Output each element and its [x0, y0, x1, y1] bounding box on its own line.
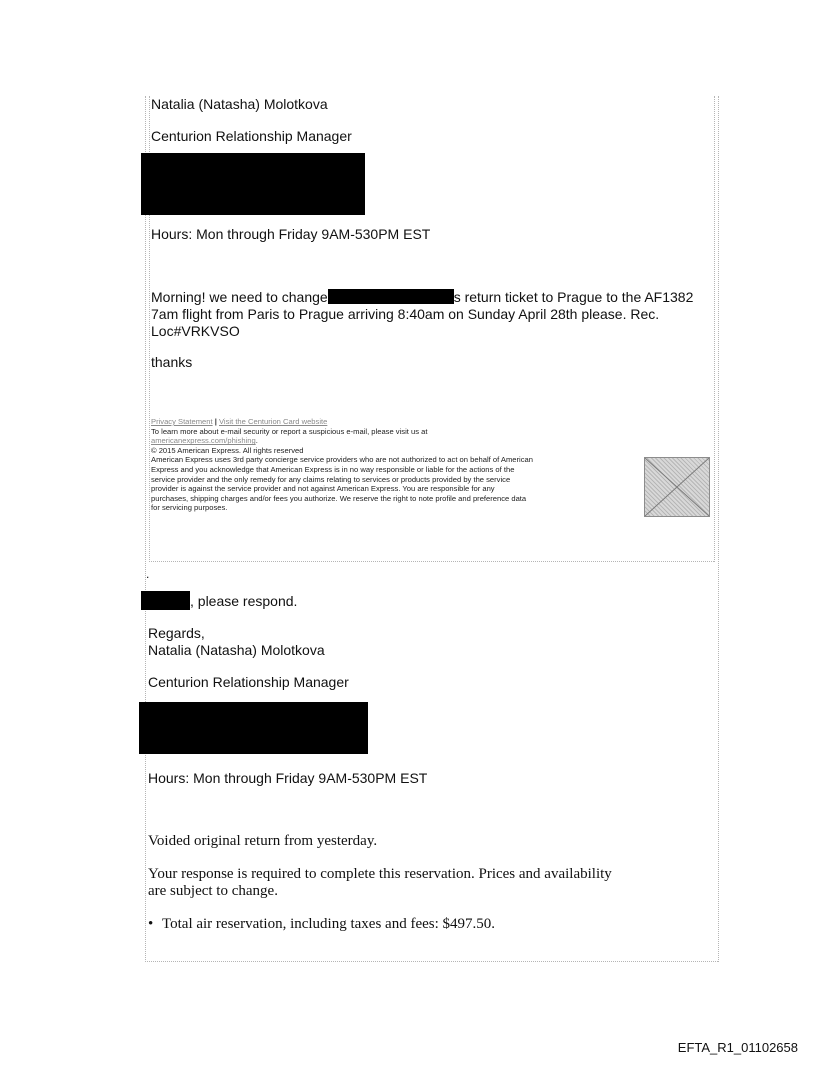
- footer-disclaimer-line: purchases, shipping charges and/or fees you authorize. We reserve the right to note profile and preference data: [151, 493, 527, 503]
- upper-message-line2: 7am flight from Paris to Prague arriving 8:40am on Sunday April 28th please. Rec.: [151, 306, 660, 322]
- redaction-block: [141, 153, 365, 215]
- footer-disclaimer-line: provider is against the service provider and not against American Express. You are responsible for any: [151, 484, 495, 494]
- centurion-website-link[interactable]: Visit the Centurion Card website: [219, 417, 328, 426]
- inner-frame-right-border: [714, 96, 715, 562]
- reservation-bullets: [148, 915, 495, 934]
- redaction-inline: [328, 289, 454, 304]
- upper-message-line1: [151, 289, 693, 306]
- lower-hours: Hours: Mon through Friday 9AM-530PM EST: [148, 770, 428, 786]
- total-air-reservation: • Total air reservation, including taxes and fees: $497.50.: [148, 915, 495, 934]
- footer-disclaimer-line: American Express uses 3rd party concierge service providers who are not authorized to act on behalf of American: [151, 455, 533, 465]
- image-placeholder-icon: [645, 458, 709, 516]
- lower-sender-name: Natalia (Natasha) Molotkova: [148, 642, 325, 658]
- upper-sender-title: Centurion Relationship Manager: [151, 128, 352, 144]
- message-part1: Morning! we need to change: [151, 289, 328, 305]
- footer-security-text: To learn more about e-mail security or report a suspicious e-mail, please visit us at: [151, 426, 428, 436]
- redaction-block: [141, 591, 190, 610]
- message-part2: s return ticket to Prague to the AF1382: [453, 289, 694, 305]
- upper-sender-name: Natalia (Natasha) Molotkova: [151, 96, 328, 112]
- please-respond: , please respond.: [190, 593, 298, 609]
- inner-frame-bottom-border: [149, 561, 714, 562]
- outer-frame-bottom-border: [145, 961, 718, 962]
- outer-frame-right-border: [718, 96, 719, 962]
- phishing-suffix: .: [255, 436, 258, 446]
- regards: Regards,: [148, 625, 205, 641]
- upper-hours: Hours: Mon through Friday 9AM-530PM EST: [151, 226, 431, 242]
- broken-image-placeholder: [644, 457, 710, 517]
- footer-copyright: © 2015 American Express. All rights reserved: [151, 445, 304, 455]
- redaction-block: [139, 702, 368, 754]
- lower-sender-title: Centurion Relationship Manager: [148, 674, 349, 690]
- response-required-line2: are subject to change.: [148, 883, 278, 899]
- document-id: EFTA_R1_01102658: [677, 1040, 798, 1055]
- upper-thanks: thanks: [151, 354, 193, 370]
- footer-disclaimer-line: service provider and the only remedy for any claims relating to services or products provided by the service: [151, 474, 511, 484]
- footer-links-row: [151, 417, 646, 427]
- amex-footer: [151, 417, 646, 513]
- stray-dot: .: [146, 567, 150, 581]
- upper-message-line3: Loc#VRKVSO: [151, 323, 240, 339]
- footer-separator: |: [214, 417, 217, 426]
- outer-frame-left-border: [145, 96, 146, 962]
- voided-note: Voided original return from yesterday.: [148, 833, 378, 849]
- response-required-line1: Your response is required to complete this reservation. Prices and availability: [148, 866, 612, 882]
- privacy-statement-link[interactable]: Privacy Statement: [151, 417, 213, 426]
- footer-disclaimer-line: for servicing purposes.: [151, 503, 228, 513]
- footer-disclaimer-line: Express and you acknowledge that American Express is in no way responsible or liable for the actions of the: [151, 464, 515, 474]
- phishing-link[interactable]: americanexpress.com/phishing: [151, 436, 256, 446]
- footer-phishing-row: [151, 436, 646, 446]
